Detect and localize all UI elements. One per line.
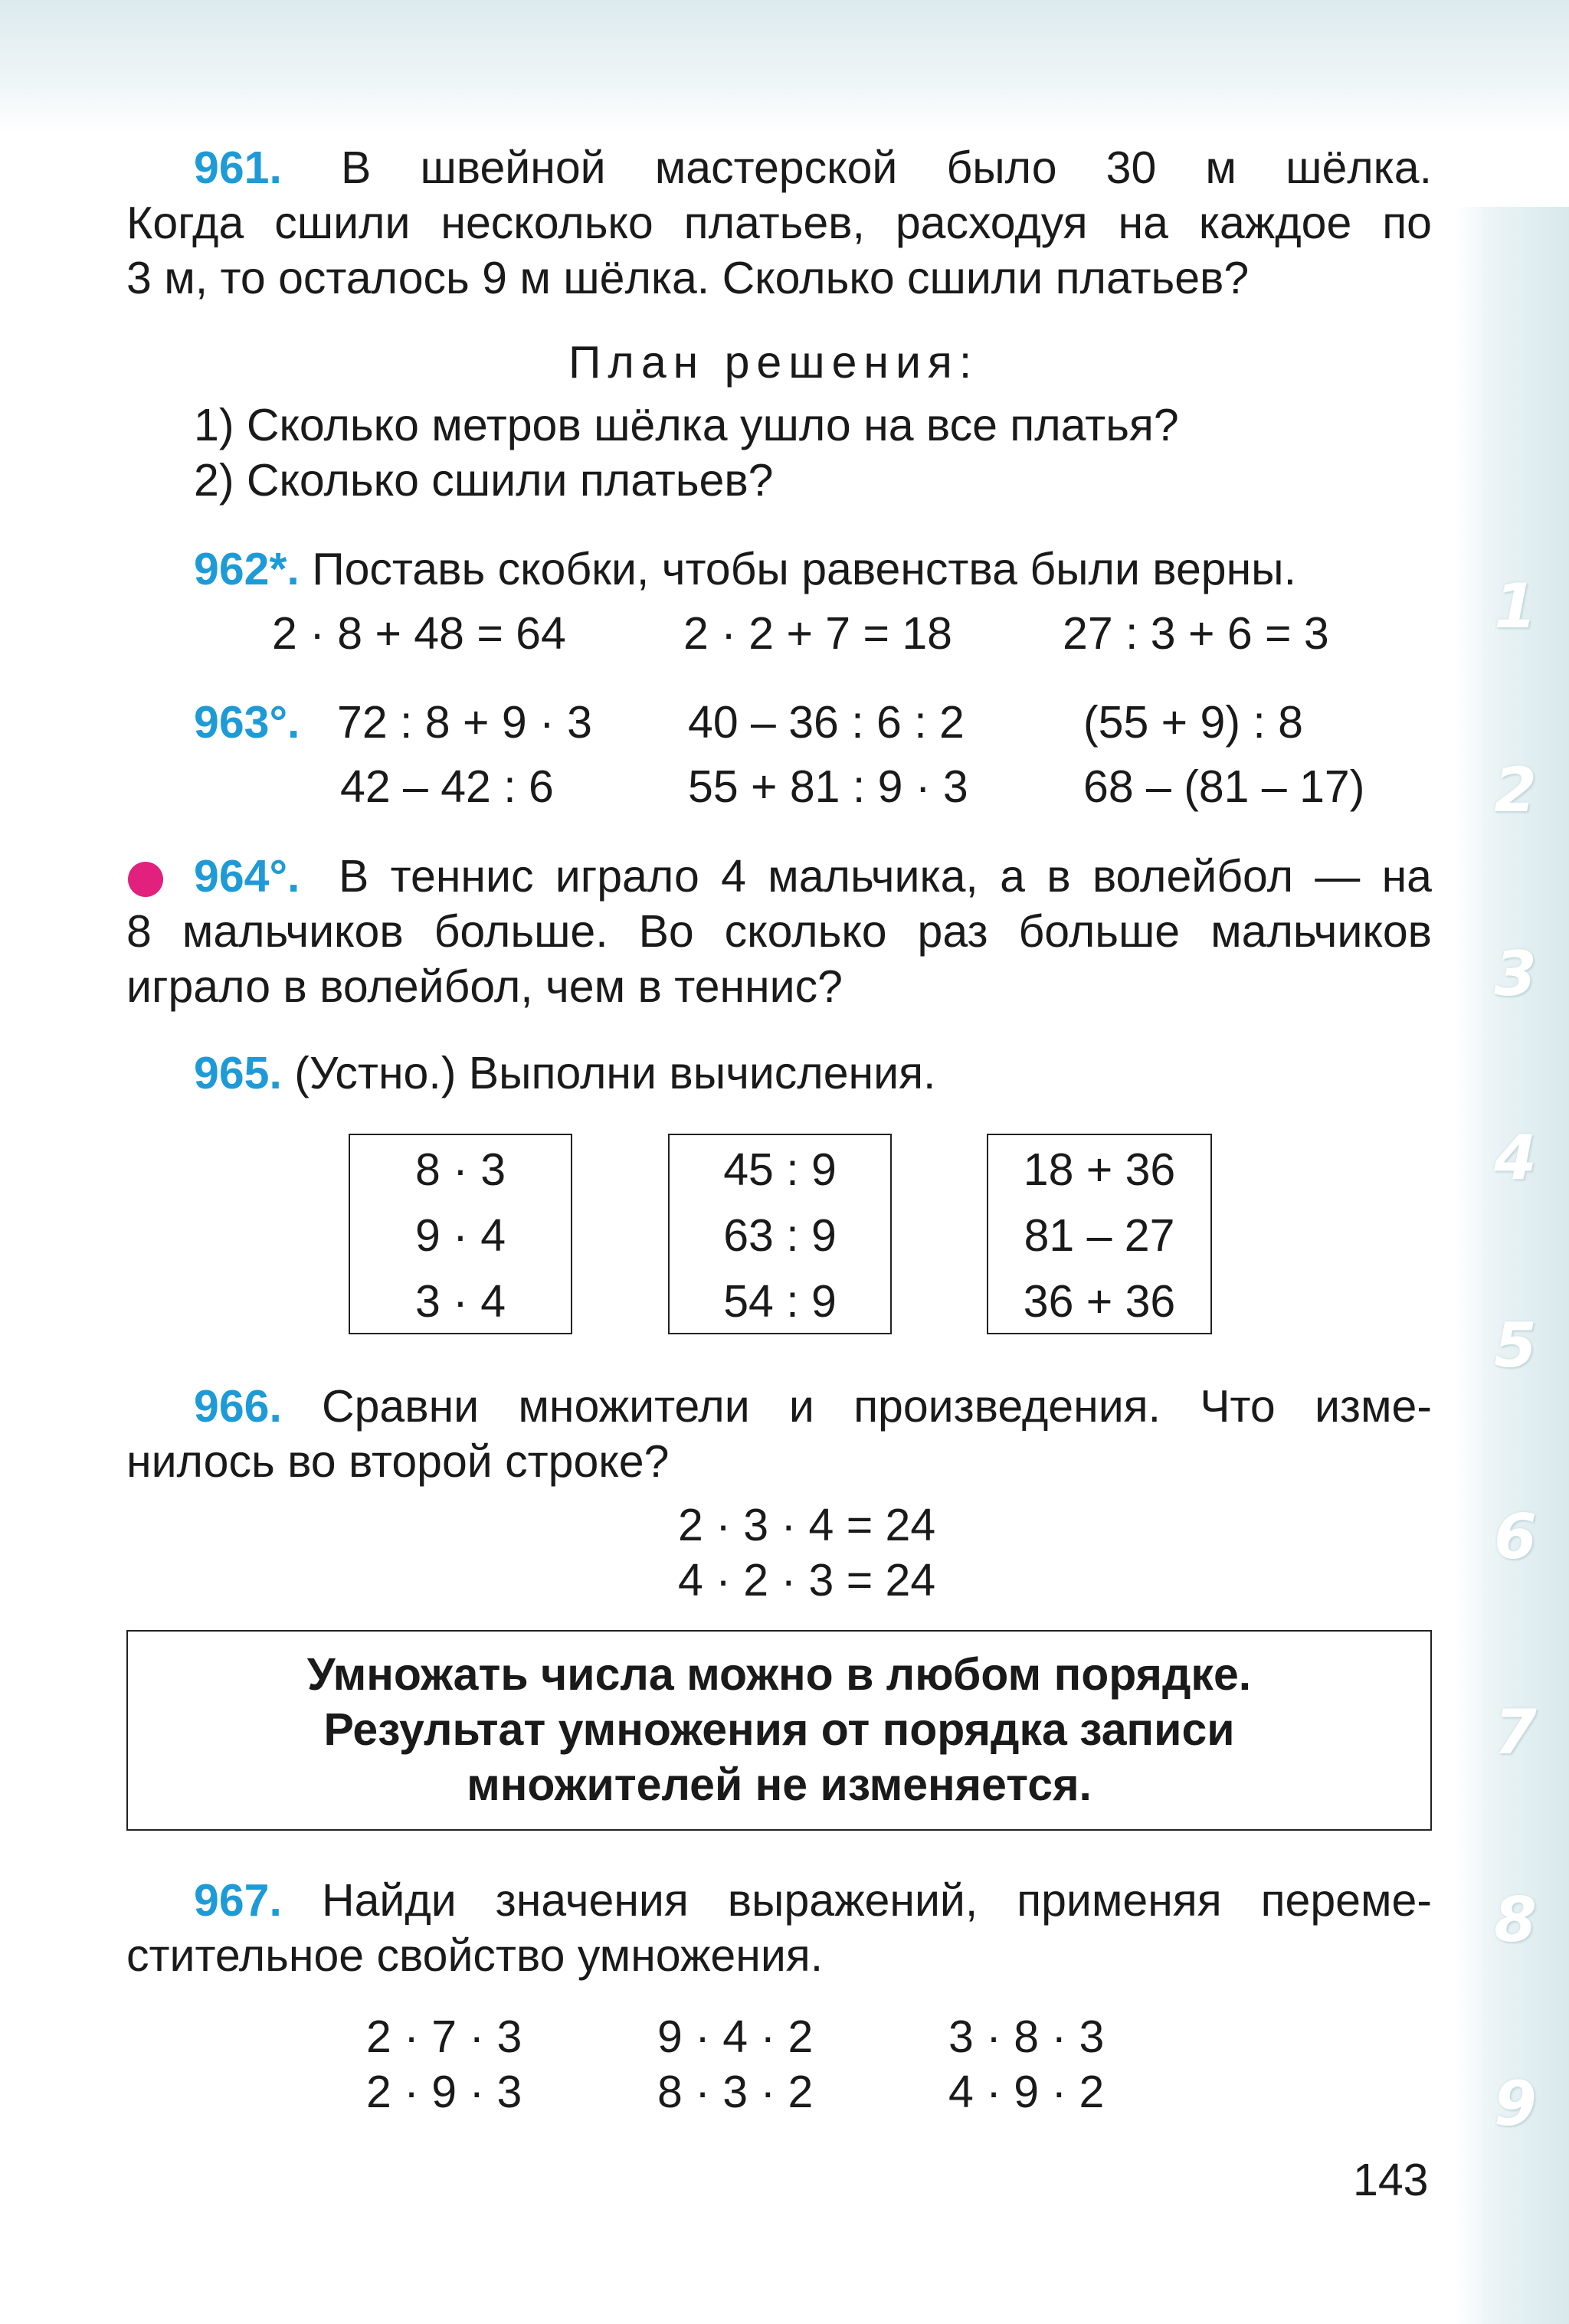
problem-962-number: 962*. [194, 544, 300, 594]
rule-line-1: Умножать числа можно в любом порядке. [306, 1649, 1252, 1700]
calc-box-3 [987, 1134, 1212, 1334]
side-tab-7: 7 [1494, 1697, 1537, 1768]
problem-964-line-1: В теннис играло 4 мальчика, а в волейбол — на [339, 851, 1432, 902]
calc-box-3-item-3: 36 + 36 [1023, 1276, 1176, 1327]
calc-box-2-item-1: 45 : 9 [723, 1144, 837, 1195]
expr-967-5: 8 · 3 · 2 [657, 2067, 814, 2117]
expr-962-3: 27 : 3 + 6 = 3 [1063, 608, 1329, 659]
calc-box-1 [349, 1134, 572, 1334]
plan-step-2: 2) Сколько сшили платьев? [194, 455, 774, 506]
problem-966-line-2: нилось во второй строке? [126, 1436, 670, 1487]
rule-line-3: множителей не изменяется. [467, 1759, 1092, 1810]
expr-963-3: (55 + 9) : 8 [1083, 697, 1303, 748]
side-tab-4: 4 [1494, 1122, 1537, 1193]
problem-963-number: 963°. [194, 697, 300, 748]
expr-967-1: 2 · 7 · 3 [366, 2011, 522, 2062]
side-tab-9: 9 [1494, 2068, 1537, 2139]
problem-966-line-1: Сравни множители и произведения. Что изме- [322, 1381, 1432, 1432]
side-tab-6: 6 [1494, 1501, 1537, 1573]
problem-961-line-1: В швейной мастерской было 30 м шёлка. [341, 142, 1432, 193]
calc-box-3-item-2: 81 – 27 [1024, 1210, 1175, 1261]
problem-962-text: Поставь скобки, чтобы равенства были верны. [312, 544, 1296, 594]
problem-961-line-2: Когда сшили несколько платьев, расходуя на каждое по [126, 198, 1432, 248]
calc-box-2-item-3: 54 : 9 [723, 1276, 837, 1327]
page-number: 143 [1353, 2155, 1429, 2205]
expr-967-6: 4 · 9 · 2 [948, 2067, 1105, 2117]
side-tab-2: 2 [1494, 754, 1537, 826]
chapter-sidebar [1456, 207, 1569, 2324]
expr-963-4: 42 – 42 : 6 [340, 761, 554, 812]
problem-964-line-3: играло в волейбол, чем в теннис? [126, 961, 843, 1012]
calc-box-1-item-1: 8 · 3 [414, 1144, 506, 1195]
pink-marker-dot [128, 862, 163, 897]
rule-box [126, 1630, 1432, 1831]
calc-box-3-item-1: 18 + 36 [1023, 1144, 1176, 1195]
calc-box-2-item-2: 63 : 9 [723, 1210, 837, 1261]
expr-962-2: 2 · 2 + 7 = 18 [683, 608, 952, 659]
problem-966-number: 966. [194, 1381, 282, 1432]
equation-966-2: 4 · 2 · 3 = 24 [678, 1555, 936, 1606]
calc-box-2 [668, 1134, 892, 1334]
problem-967-line-1: Найди значения выражений, применяя переме- [322, 1875, 1432, 1926]
calc-box-1-item-3: 3 · 4 [414, 1276, 506, 1327]
side-tab-1: 1 [1494, 571, 1537, 642]
problem-961-line-3: 3 м, то осталось 9 м шёлка. Сколько сшили платьев? [126, 253, 1250, 303]
side-tab-5: 5 [1494, 1310, 1537, 1381]
problem-961-number: 961. [194, 142, 282, 193]
problem-962 [194, 542, 1296, 597]
problem-965-text: (Устно.) Выполни вычисления. [294, 1048, 936, 1098]
problem-967-number: 967. [194, 1875, 282, 1926]
plan-step-1: 1) Сколько метров шёлка ушло на все платья? [194, 400, 1179, 450]
problem-965-number: 965. [194, 1048, 282, 1098]
expr-963-2: 40 – 36 : 6 : 2 [688, 697, 965, 748]
problem-964-number: 964°. [194, 851, 300, 902]
expr-962-1: 2 · 8 + 48 = 64 [272, 608, 566, 659]
problem-967-line-2: стительное свойство умножения. [126, 1930, 824, 1981]
expr-967-4: 2 · 9 · 3 [366, 2067, 522, 2117]
rule-line-2: Результат умножения от порядка записи [323, 1704, 1235, 1755]
side-tab-3: 3 [1494, 938, 1537, 1010]
expr-963-5: 55 + 81 : 9 · 3 [688, 761, 968, 812]
expr-963-6: 68 – (81 – 17) [1083, 761, 1365, 812]
top-band [0, 0, 1569, 134]
expr-967-3: 3 · 8 · 3 [948, 2011, 1105, 2062]
side-tab-8: 8 [1494, 1884, 1537, 1956]
problem-964-line-2: 8 мальчиков больше. Во сколько раз больше мальчиков [126, 906, 1432, 957]
expr-963-1: 72 : 8 + 9 · 3 [337, 697, 592, 748]
equation-966-1: 2 · 3 · 4 = 24 [678, 1500, 936, 1550]
expr-967-2: 9 · 4 · 2 [657, 2011, 814, 2062]
problem-965 [194, 1046, 935, 1101]
plan-title: План решения: [568, 337, 979, 388]
calc-box-1-item-2: 9 · 4 [414, 1210, 506, 1261]
